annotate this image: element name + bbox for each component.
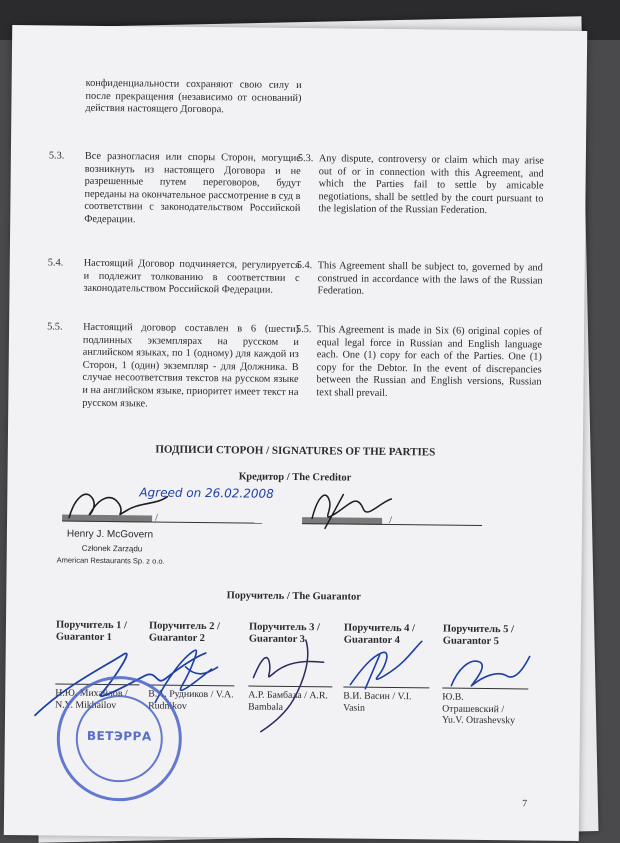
guarantor-5-title: Поручитель 5 / Guarantor 5 <box>442 623 515 648</box>
guarantor-3-signature <box>253 640 324 733</box>
section-number-en: 5.5. <box>296 324 312 336</box>
section-5-3-en: Any dispute, controversy or claim which may arise out of or in connection with this Agreement, and which the Parties fail to settle by amicable negotiations, shall be settled by the court pursuant to the legislation of the Russian Federation. <box>318 153 544 217</box>
section-5-4-ru: Настоящий Договор подчиняется, регулируется и подлежит толкованию в соответствии с законодательством Российской Федерации. <box>83 257 300 296</box>
section-number-ru: 5.3. <box>48 150 65 162</box>
section-number-en: 5.4. <box>296 260 313 272</box>
creditor-signature-1 <box>69 494 167 519</box>
section-number-ru: 5.4. <box>47 257 64 269</box>
guarantor-heading: Поручитель / The Guarantor <box>226 590 361 603</box>
creditor-signature-2 <box>312 494 391 529</box>
intro-ru: конфиденциальности сохраняют свою силу и после прекращения (независимо от оснований) действия настоящего Договора. <box>85 77 302 116</box>
section-5-3-ru: Все разногласия или споры Сторон, могущие возникнуть из настоящего Договора и не разрешенные путем переговоров, будут переданы на окончательное рассмотрение в суд в соответствии с законодательством Российской Федерации. <box>84 150 301 226</box>
section-5-5-en: This Agreement is made in Six (6) original copies of equal legal force in Russian and English language each. One (1) copy for each of the Parties. One (1) copy for the Debtor. In the event of discrepancies between the Russian and English versions, Russian text shall prevail. <box>316 324 543 399</box>
creditor-title: Członek Zarządu <box>81 543 143 554</box>
guarantor-4-name: В.И. Васин / V.I. Vasin <box>343 690 412 714</box>
handwritten-agreed-note: Agreed on 26.02.2008 <box>139 485 274 501</box>
guarantor-3-name: А.Р. Бамбала / A.R. Bambala <box>248 689 328 713</box>
creditor-heading: Кредитор / The Creditor <box>238 471 352 484</box>
slash: / <box>389 514 392 527</box>
guarantor-1-title: Поручитель 1 / Guarantor 1 <box>55 619 128 644</box>
guarantor-3-title: Поручитель 3 / Guarantor 3 <box>248 621 321 646</box>
document-page <box>4 25 587 841</box>
company-stamp <box>56 676 182 802</box>
guarantor-4-signature <box>350 641 421 690</box>
guarantor-5-name: Ю.В. Отрашевский / Yu.V. Otrashevsky <box>441 691 516 727</box>
guarantor-2-title: Поручитель 2 / Guarantor 2 <box>148 620 221 645</box>
guarantor-2-name: В.А. Рудников / V.A. Rudnikov <box>148 688 234 712</box>
section-number-ru: 5.5. <box>47 321 63 333</box>
stamp-company-name: ВЕТЭРРА <box>86 728 152 744</box>
creditor-company: American Restaurants Sp. z o.o. <box>56 555 165 566</box>
signatures-heading: ПОДПИСИ СТОРОН / SIGNATURES OF THE PARTIES <box>155 443 436 459</box>
section-5-5-ru: Настоящий договор составлен в 6 (шести) подлинных экземплярах на русском и английском языках, по 1 (одному) для каждой из Сторон, 1 (один) экземпляр - для Должника. В случае несоответствия текстов на русском языке и на английском языке, приоритет имеет текст на русском языке. <box>82 321 300 410</box>
guarantor-4-title: Поручитель 4 / Guarantor 4 <box>343 622 416 647</box>
section-number-en: 5.3. <box>297 153 314 165</box>
section-5-4-en: This Agreement shall be subject to, governed by and construed in accordance with the laws of the Russian Federation. <box>317 260 543 297</box>
guarantor-5-signature <box>451 656 529 687</box>
slash: / <box>155 512 158 524</box>
creditor-name: Henry J. McGovern <box>66 528 154 541</box>
guarantor-1-name: Н.Ю. Михайлов / N.Y. Mikhailov <box>55 687 128 711</box>
page-number: 7 <box>522 798 528 810</box>
